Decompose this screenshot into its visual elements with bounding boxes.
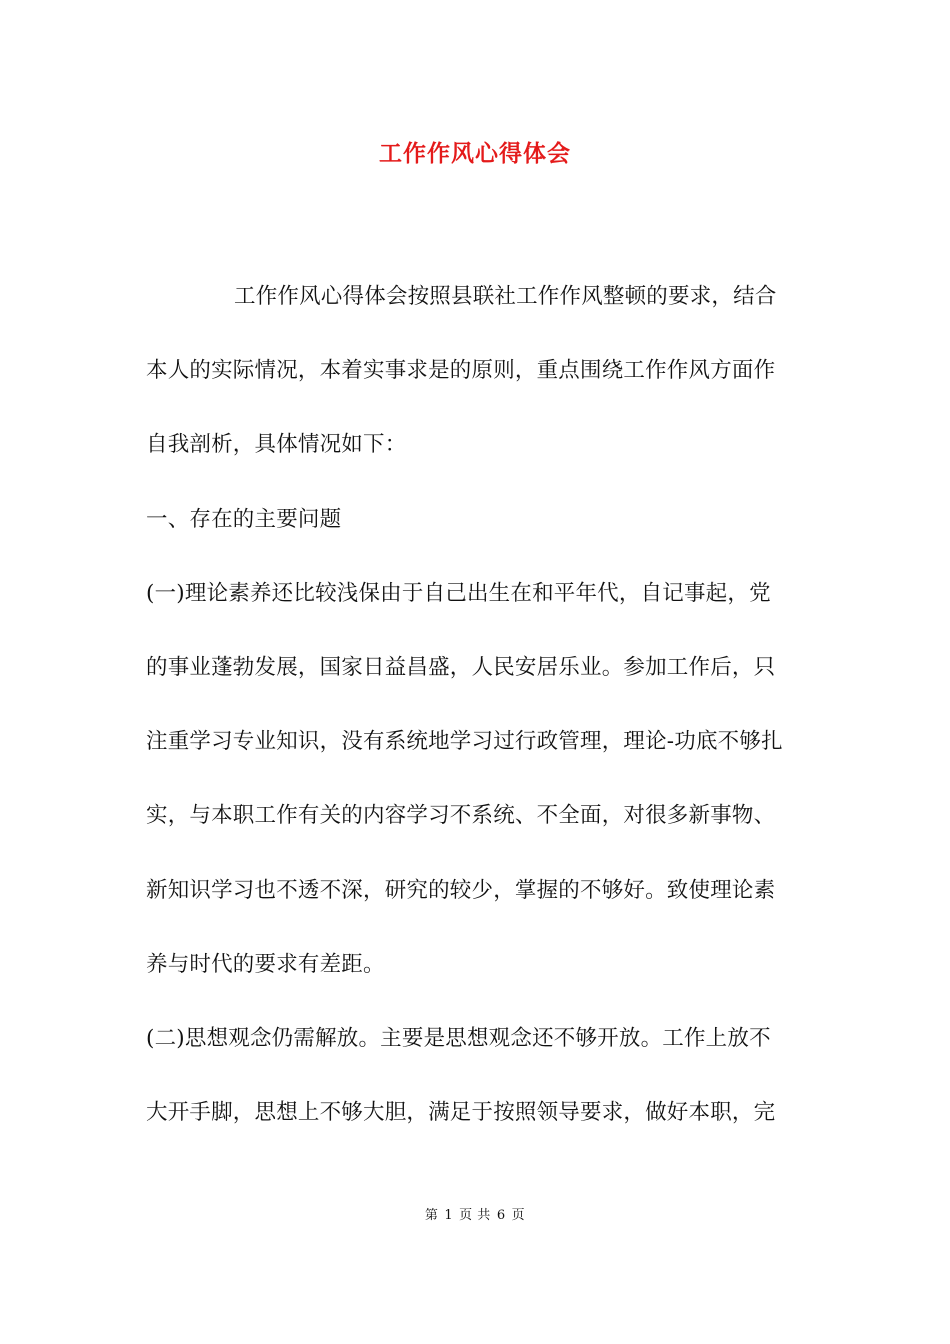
body-line: 新知识学习也不透不深，研究的较少，掌握的不够好。致使理论素: [146, 877, 776, 903]
footer-prefix: 第: [424, 1208, 439, 1223]
document-body: [146, 278, 806, 1168]
body-line: 养与时代的要求有差距。: [146, 951, 385, 977]
body-line: 大开手脚，思想上不够大胆，满足于按照领导要求，做好本职，完: [146, 1100, 776, 1126]
footer-total-pages: 6: [496, 1208, 506, 1223]
body-line: 本人的实际情况，本着实事求是的原则，重点围绕工作作风方面作: [146, 358, 776, 384]
section-heading: 一、存在的主要问题: [146, 506, 342, 532]
body-line: 注重学习专业知识，没有系统地学习过行政管理，理论-功底不够扎: [146, 729, 783, 755]
footer-middle: 页 共: [459, 1208, 491, 1223]
body-line: (一)理论素养还比较浅保由于自己出生在和平年代，自记事起，党: [146, 580, 771, 606]
body-line: 自我剖析，具体情况如下：: [146, 432, 407, 458]
body-line: 工作作风心得体会按照县联社工作作风整顿的要求，结合: [234, 284, 777, 309]
page-footer: [0, 1206, 950, 1226]
body-line: (二)思想观念仍需解放。主要是思想观念还不够开放。工作上放不: [146, 1025, 771, 1051]
footer-current-page: 1: [444, 1208, 454, 1223]
body-line: 实，与本职工作有关的内容学习不系统、不全面，对很多新事物、: [146, 803, 776, 829]
body-line: 的事业蓬勃发展，国家日益昌盛，人民安居乐业。参加工作后，只: [146, 654, 776, 680]
document-title: 工作作风心得体会: [379, 140, 571, 167]
footer-suffix: 页: [511, 1208, 526, 1223]
